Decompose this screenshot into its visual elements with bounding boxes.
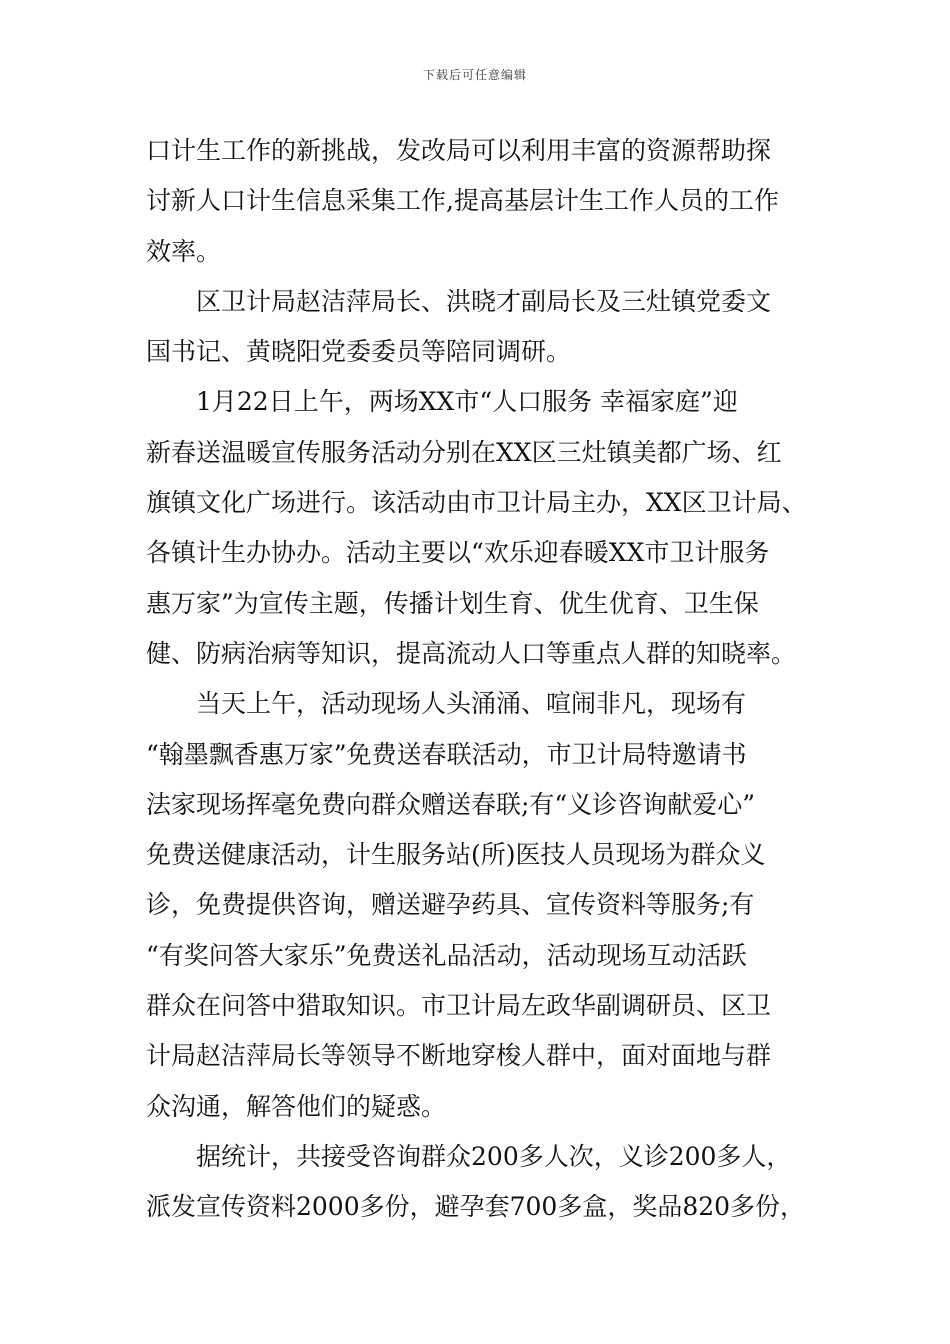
text-line: 1月22日上午，两场XX市“人口服务 幸福家庭”迎 [196,387,738,417]
text-line: 口计生工作的新挑战，发改局可以利用丰富的资源帮助探 [146,136,772,165]
text-line: 讨新人口计生信息采集工作,提高基层计生工作人员的工作 [146,186,779,216]
text-line: 众沟通，解答他们的疑惑。 [146,1091,447,1121]
text-line: 当天上午，活动现场人头涌涌、喧闹非凡，现场有 [196,689,747,719]
document-body [146,126,836,1233]
text-line: 新春送温暖宣传服务活动分别在XX区三灶镇美都广场、红 [146,437,782,467]
text-line: 惠万家”为宣传主题，传播计划生育、优生优育、卫生保 [146,588,759,618]
text-line: 据统计，共接受咨询群众200多人次，义诊200多人， [196,1141,792,1171]
text-line: 健、防病治病等知识，提高流动人口等重点人群的知晓率。 [146,638,797,668]
text-line: “翰墨飘香惠万家”免费送春联活动，市卫计局特邀请书 [146,739,747,769]
text-line: 计局赵洁萍局长等领导不断地穿梭人群中，面对面地与群 [146,1041,772,1071]
text-line: “有奖问答大家乐”免费送礼品活动，活动现场互动活跃 [146,940,747,970]
text-line: 诊，免费提供咨询，赠送避孕药具、宣传资料等服务;有 [146,890,755,920]
text-line: 区卫计局赵洁萍局长、洪晓才副局长及三灶镇党委文 [196,286,772,316]
page-header-note: 下载后可任意编辑 [422,68,527,82]
text-line: 旗镇文化广场进行。该活动由市卫计局主办，XX区卫计局、 [146,488,807,518]
text-line: 派发宣传资料2000多份，避孕套700多盒，奖品820多份， [146,1192,806,1222]
text-line: 法家现场挥毫免费向群众赠送春联;有“义诊咨询献爱心” [146,789,755,819]
text-line: 群众在问答中猎取知识。市卫计局左政华副调研员、区卫 [146,991,772,1021]
text-line: 各镇计生办协办。活动主要以“欢乐迎春暖XX市卫计服务 [146,538,770,568]
text-line: 国书记、黄晓阳党委委员等陪同调研。 [146,337,572,367]
text-line: 免费送健康活动，计生服务站(所)医技人员现场为群众义 [146,840,766,870]
text-line: 效率。 [146,236,222,266]
